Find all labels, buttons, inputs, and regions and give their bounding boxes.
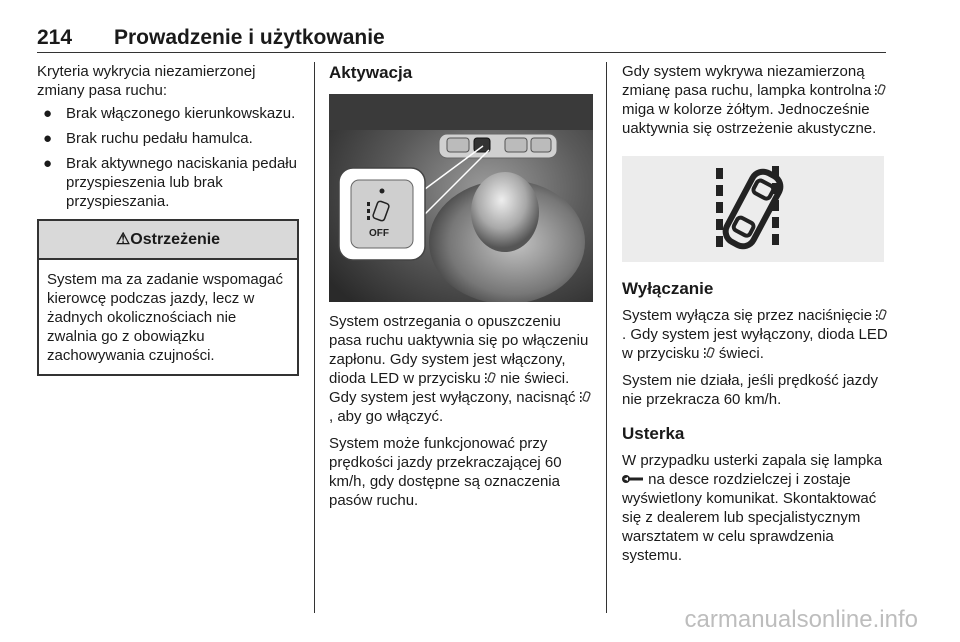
page-title: Prowadzenie i użytkowanie xyxy=(114,26,385,49)
fault-paragraph xyxy=(622,451,888,565)
warning-text: System ma za zadanie wspomagać kierowcę podczas jazdy, lecz w żadnych okolicznościach nie zwalnia go z obowiązku zachowywania czujności. xyxy=(47,271,283,364)
warning-body xyxy=(39,260,297,374)
lane-assist-button-icon xyxy=(580,390,591,404)
page-number: 214 xyxy=(37,26,73,49)
column-1 xyxy=(37,62,299,376)
deactivation-text-a: System wyłącza się przez naciśnięcie xyxy=(622,307,873,324)
bullet: ● xyxy=(43,105,53,122)
page-header xyxy=(37,24,886,53)
deactivation-paragraph xyxy=(622,306,888,363)
list-item-text: Brak ruchu pedału hamulca. xyxy=(66,130,253,147)
detection-text-a: Gdy system wykrywa niezamierzoną zmianę pasa ruchu, lampka kontrolna xyxy=(622,63,872,99)
watermark: carmanualsonline.info xyxy=(684,606,918,633)
deactivation-text-b: . Gdy system jest wyłączony, dioda LED w przycisku xyxy=(622,326,888,362)
criteria-intro: Kryteria wykrycia niezamierzonej zmiany pasa ruchu: xyxy=(37,63,256,99)
wrench-icon xyxy=(622,473,644,485)
warning-triangle-icon: ⚠ xyxy=(115,231,131,248)
activation-paragraph xyxy=(329,312,593,426)
speed-limit-paragraph: System nie działa, jeśli prędkość jazdy nie przekracza 60 km/h. xyxy=(622,372,878,408)
activation-text-a: System ostrzegania o opuszczeniu pasa ruchu uaktywnia się po włączeniu zapłonu. Gdy system jest włączony, dioda LED w przycisku xyxy=(329,313,589,387)
heading-activation: Aktywacja xyxy=(329,63,413,82)
heading-fault: Usterka xyxy=(622,424,685,443)
lane-assist-button-icon xyxy=(704,346,715,360)
warning-header xyxy=(39,221,297,260)
list-item-text: Brak włączonego kierunkowskazu. xyxy=(66,105,296,122)
detection-paragraph xyxy=(622,62,888,138)
lane-assist-button-icon xyxy=(485,371,496,385)
heading-deactivation: Wyłączanie xyxy=(622,279,714,298)
lane-departure-warning-icon xyxy=(622,156,884,262)
column-2 xyxy=(329,62,593,510)
column-3 xyxy=(622,62,888,565)
list-item-text: Brak aktywnego naciskania pedału przyspieszenia lub brak przyspieszania. xyxy=(66,155,297,210)
off-label: OFF xyxy=(369,228,389,239)
lane-departure-indicator-icon xyxy=(875,83,886,97)
warning-box xyxy=(37,219,299,376)
activation-text-c: , aby go włączyć. xyxy=(329,408,444,425)
fault-text-b: na desce rozdzielczej i zostaje wyświetlony komunikat. Skontaktować się z dealerem lub specjalistycznym warsztatem w celu sprawdzenia systemu. xyxy=(622,471,877,564)
deactivation-text-c: świeci. xyxy=(718,345,764,362)
speed-condition-paragraph: System może funkcjonować przy prędkości jazdy przekraczającej 60 km/h, gdy dostępne są oznaczenia pasów ruchu. xyxy=(329,435,562,509)
warning-title: Ostrzeżenie xyxy=(130,231,221,248)
fault-text-a: W przypadku usterki zapala się lampka xyxy=(622,452,883,469)
list-item xyxy=(37,129,299,148)
list-item xyxy=(37,154,299,211)
detection-text-b: miga w kolorze żółtym. Jednocześnie uaktywnia się ostrzeżenie akustyczne. xyxy=(622,101,877,137)
bullet: ● xyxy=(43,130,53,147)
bullet: ● xyxy=(43,155,53,172)
column-divider xyxy=(314,62,315,613)
column-divider xyxy=(606,62,607,613)
activation-text-b: nie świeci. Gdy system jest wyłączony, nacisnąć xyxy=(329,370,576,406)
lane-assist-button-icon xyxy=(876,308,887,322)
criteria-list xyxy=(37,104,299,211)
center-console-photo xyxy=(329,94,593,302)
list-item xyxy=(37,104,299,123)
